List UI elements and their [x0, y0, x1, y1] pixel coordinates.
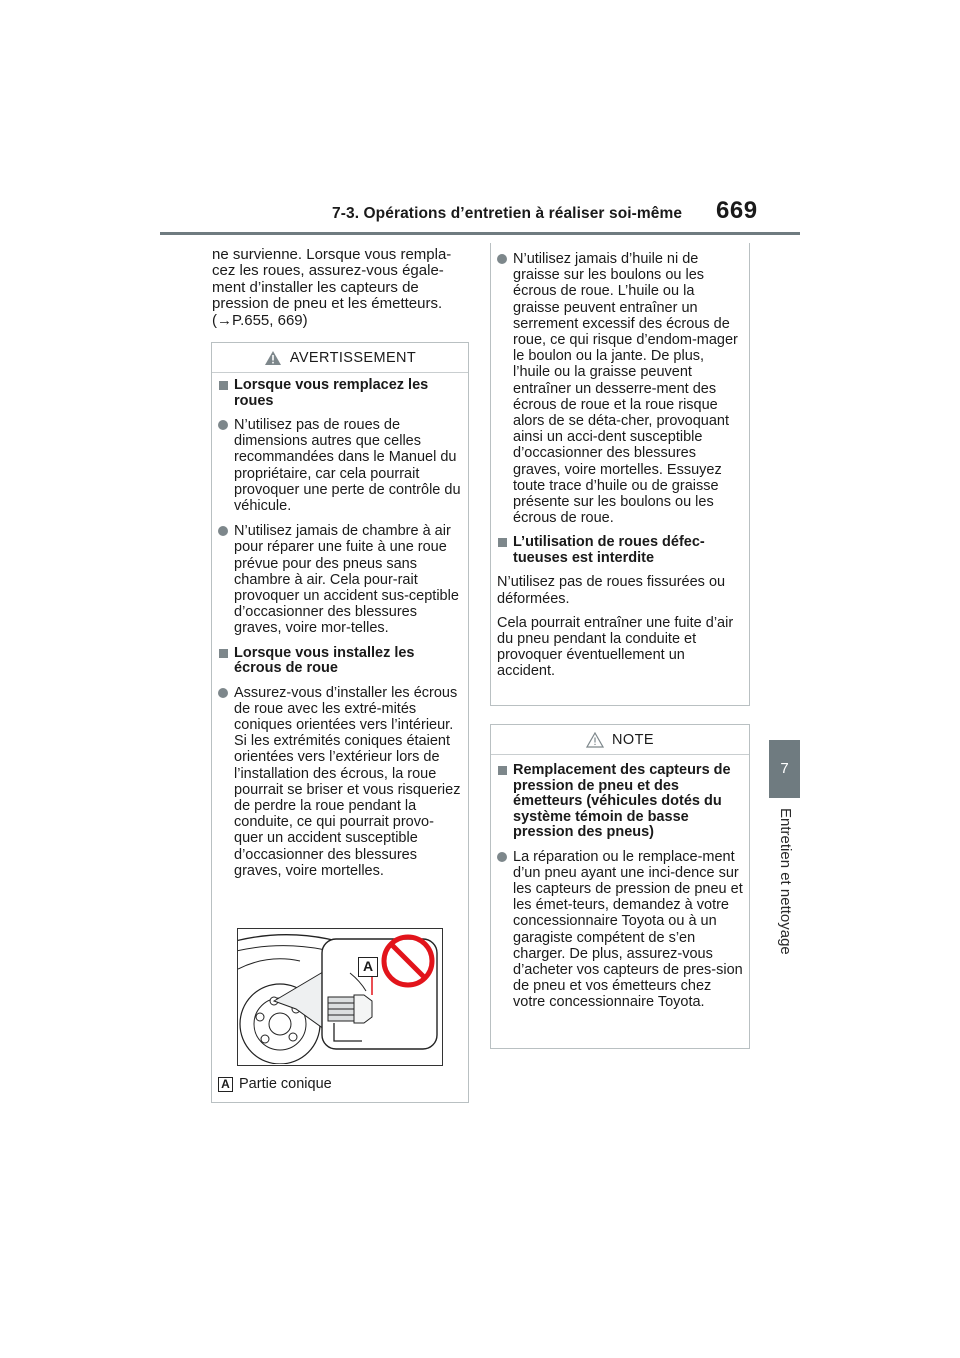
- warning-section-heading: Lorsque vous remplacez les roues: [218, 378, 462, 409]
- caption-text: Partie conique: [239, 1076, 332, 1092]
- note-header: [491, 725, 749, 755]
- warning-bullet: N’utilisez jamais de chambre à air pour réparer une fuite à une roue prévue pour des pneus sans chambre à air. Cela pour-rait provoquer un accident sus-ceptible d’occasionner des blessures graves, voire mor-telles.: [218, 523, 462, 636]
- warning-paragraph: Cela pourrait entraîner une fuite d’air du pneu pendant la conduite et provoquer éventuellement un accident.: [497, 614, 734, 680]
- warning-section-heading: Lorsque vous installez les écrous de roue: [218, 646, 462, 677]
- intro-text: [212, 247, 470, 329]
- warning-continuation-box: [490, 243, 750, 706]
- note-box: [490, 724, 750, 1049]
- warning-title: AVERTISSEMENT: [289, 349, 417, 366]
- figure-caption: [218, 1076, 332, 1092]
- wheel-hub-icon: [238, 929, 441, 1064]
- warning-bullet: N’utilisez pas de roues de dimensions autres que celles recommandées dans le Manuel du propriétaire, car cela pourrait provoquer une perte de contrôle du véhicule.: [218, 417, 462, 514]
- figure-label-a: A: [358, 957, 378, 977]
- chapter-label: Entretien et nettoyage: [777, 808, 794, 955]
- caption-badge: A: [218, 1077, 233, 1092]
- section-title: 7-3. Opérations d’entretien à réaliser soi-même: [332, 205, 683, 222]
- warning-bullet: N’utilisez jamais d’huile ni de graisse sur les boulons ou les écrous de roue. L’huile ou la graisse peuvent entraîner un serrement excessif des écrous de roue, ce qui risque d’endom-mager le boulon ou la jante. De plus, l’huile ou la graisse peuvent entraîner un desserre-ment des écrous de roue et la roue risque alors de se déta-cher, provoquant ainsi un acci-dent susceptible d’occasionner des blessures graves, voire mortelles. Essuyez toute trace d’huile ou de graisse présente sur les boulons ou les écrous de roue.: [497, 251, 743, 526]
- header-rule: [160, 232, 800, 235]
- intro-line: ment d’installer les capteurs de: [212, 278, 419, 296]
- warning-header: [212, 343, 468, 373]
- note-heading: Remplacement des capteurs de pression de pneu et des émetteurs (véhicules dotés du système témoin de basse pression des pneus): [497, 763, 743, 841]
- warning-bullet: Assurez-vous d’installer les écrous de roue avec les extré-mités coniques orientées vers l’intérieur. Si les extrémités coniques étaient orientées vers l’extérieur lors de l’installation des écrous, la roue pourrait se briser et vous risqueriez de perdre la roue pendant la conduite, ce qui pourrait provo-quer un accident susceptible d’occasionner des blessures graves, voire mortelles.: [218, 685, 462, 879]
- intro-line: pression de pneu et les émetteurs.: [212, 295, 443, 313]
- caution-triangle-icon: [586, 732, 604, 748]
- note-bullet: La réparation ou le remplace-ment d’un pneu ayant une inci-dence sur les capteurs de pression de pneu et les émet-teurs, demandez à votre concessionnaire Toyota ou à un garagiste compétent de s’en charger. De plus, assurez-vous d’acheter vos capteurs de pres-sion de pneu et vos émetteurs chez votre concessionnaire Toyota.: [497, 849, 743, 1011]
- warning-box: [211, 342, 469, 1103]
- warning-triangle-icon: [264, 350, 282, 366]
- wheel-nut-illustration: [237, 928, 443, 1066]
- chapter-tab[interactable]: 7: [769, 740, 800, 798]
- intro-line: ne survienne. Lorsque vous rempla-: [212, 246, 452, 263]
- intro-line: cez les roues, assurez-vous égale-: [212, 262, 444, 280]
- warning-paragraph: N’utilisez pas de roues fissurées ou déformées.: [497, 574, 726, 607]
- page-number: 669: [716, 197, 758, 224]
- note-title: NOTE: [612, 731, 654, 748]
- page-reference-link[interactable]: (→P.655, 669): [212, 311, 308, 329]
- warning-section-heading: L’utilisation de roues défec-tueuses est interdite: [497, 535, 743, 566]
